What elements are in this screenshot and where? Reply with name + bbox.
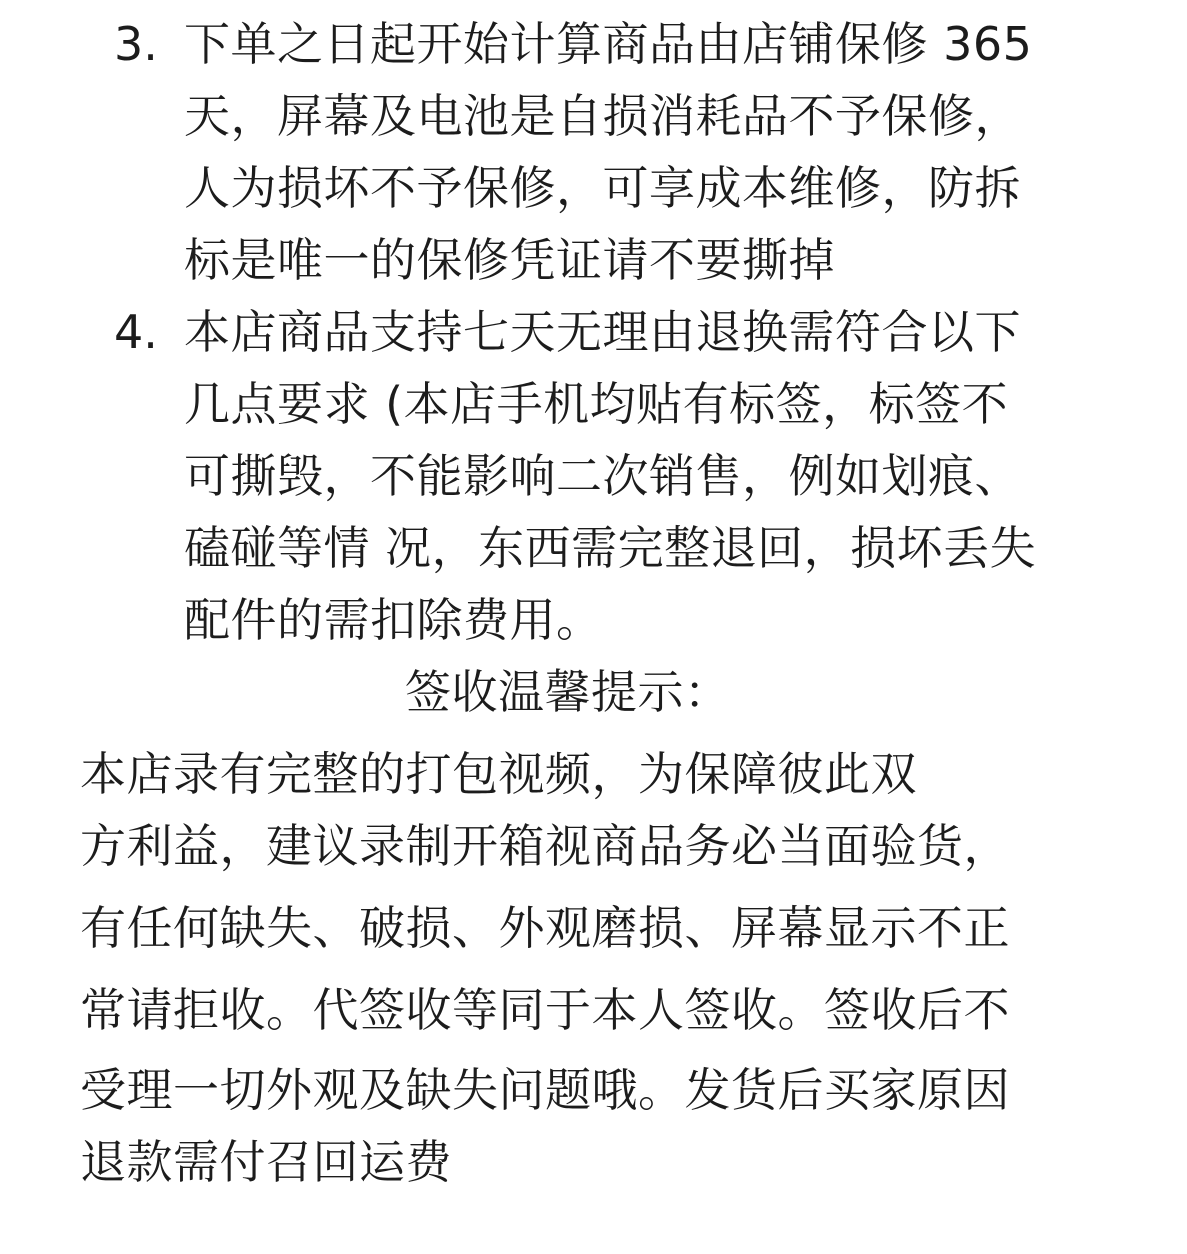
list-number-3: 3.: [114, 17, 158, 71]
item-4-line-1: 本店商品支持七天无理由退换需符合以下: [184, 305, 1021, 359]
notice-line-5: 受理一切外观及缺失问题哦。发货后买家原因: [80, 1063, 1010, 1117]
item-4-line-5: 配件的需扣除费用。: [184, 593, 603, 647]
item-3-line-3: 人为损坏不予保修，可享成本维修，防拆: [184, 161, 1021, 215]
notice-line-6: 退款需付召回运费: [80, 1135, 452, 1189]
notice-line-4: 常请拒收。代签收等同于本人签收。签收后不: [80, 983, 1010, 1037]
notice-heading: 签收温馨提示：: [405, 665, 731, 719]
item-4-line-2: 几点要求 (本店手机均贴有标签，标签不: [184, 377, 1009, 431]
item-3-line-1: 下单之日起开始计算商品由店铺保修 365: [184, 17, 1033, 71]
item-4-line-4: 磕碰等情 况，东西需完整退回，损坏丢失: [184, 521, 1037, 575]
notice-line-3: 有任何缺失、破损、外观磨损、屏幕显示不正: [80, 901, 1010, 955]
notice-line-1: 本店录有完整的打包视频，为保障彼此双: [80, 747, 917, 801]
list-number-4: 4.: [114, 305, 158, 359]
item-3-line-4: 标是唯一的保修凭证请不要撕掉: [184, 233, 835, 287]
item-3-line-2: 天，屏幕及电池是自损消耗品不予保修，: [184, 89, 1021, 143]
notice-line-2: 方利益，建议录制开箱视商品务必当面验货，: [80, 819, 1010, 873]
item-4-line-3: 可撕毁，不能影响二次销售，例如划痕、: [184, 449, 1021, 503]
